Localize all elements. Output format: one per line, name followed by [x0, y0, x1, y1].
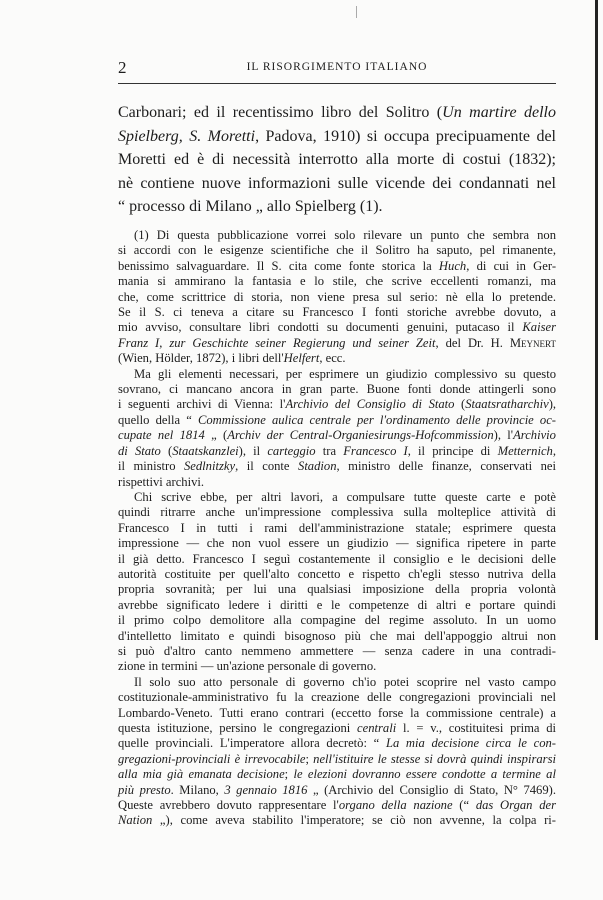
footnote-line [118, 351, 556, 366]
text-run: „ ( [204, 428, 228, 443]
footnote-line [118, 397, 556, 412]
italic-text: di Stato [118, 443, 161, 458]
footnote-line [118, 320, 556, 335]
italic-text: più presto [118, 782, 171, 797]
footnote-line [118, 228, 556, 243]
footnote-line [118, 475, 556, 490]
text-run: , il conte [235, 459, 299, 474]
italic-text: Un martire dello [442, 104, 557, 121]
footnote-line [118, 598, 556, 613]
text-run: il già detto. Francesco I seguì costantemente il consiglio e le decisioni delle [118, 551, 556, 566]
text-run: quelle provinciali. L'imperatore allora decretò: “ [118, 736, 386, 751]
text-run: , Padova, 1910) si occupa precipuamente del [255, 127, 556, 145]
footnote-line [118, 659, 556, 674]
scan-speck [356, 6, 357, 18]
text-run: „ (Archivio del Consiglio di Stato, N° 7469). [307, 782, 556, 797]
text-run: Queste avrebbero dovuto rappresentare l' [118, 798, 339, 813]
footnote-line [118, 813, 556, 828]
italic-text: Archivio [513, 428, 556, 443]
main-text [118, 101, 556, 219]
footnote-line [118, 629, 556, 644]
text-run: mio avviso, consultare libri condotti su documenti genuini, putacaso il [118, 320, 523, 335]
text-run: ), l' [493, 428, 514, 443]
italic-text: Metternich [497, 443, 553, 458]
italic-text: Franz I, zur Geschichte seiner Regierung und seiner Zeit [118, 335, 436, 350]
italic-text: 3 gennaio 1816 [224, 782, 308, 797]
footnote-line [118, 613, 556, 628]
footnote-line [118, 428, 556, 443]
italic-text: Archivio del Consiglio di Stato [285, 397, 455, 412]
footnote-text [118, 228, 556, 829]
text-run: Il solo suo atto personale di governo ch'io potei scoprire nel vasto campo [134, 674, 556, 689]
text-run: sovrano, ci mancano ancora in gran parte. Buone fonti donde attingerli sono [118, 382, 556, 397]
text-run: nè contiene nuove informazioni sulle vicende dei condannati nel [118, 174, 556, 192]
text-run: , del Dr. H. [435, 335, 510, 350]
footnote-line [118, 505, 556, 520]
text-run: “ processo di Milano „ allo Spielberg (1). [118, 198, 383, 216]
italic-text: centrali [357, 721, 397, 735]
text-run: ), [548, 397, 557, 412]
italic-text: Staatsratharchiv [465, 397, 549, 412]
text-run: quello della “ [118, 412, 198, 427]
text-run: mania si ammirano la fantasia e lo stile, che scrive eccellenti romanzi, ma [118, 274, 556, 289]
body-line [118, 101, 556, 125]
text-run: , ecc. [319, 351, 346, 366]
italic-text: Nation [118, 813, 153, 828]
footnote-line [118, 752, 556, 767]
text-run: i seguenti archivi di Vienna: l' [118, 397, 286, 412]
footnote-line [118, 783, 556, 798]
text-run: ( [454, 397, 466, 412]
footnote-line [118, 675, 556, 690]
italic-text: Helfert [283, 351, 320, 366]
italic-text: organo della nazione [338, 798, 453, 813]
footnote-line [118, 444, 556, 459]
italic-text: das Organ der [475, 798, 556, 813]
footnote-line [118, 552, 556, 567]
running-title: IL RISORGIMENTO ITALIANO [246, 61, 428, 73]
footnote-line [118, 721, 556, 736]
header-rule [118, 83, 556, 84]
footnote-line [118, 536, 556, 551]
footnote-line [118, 767, 556, 782]
text-run: Carbonari; ed il recentissimo libro del Solitro ( [118, 104, 443, 121]
footnote-line [118, 582, 556, 597]
text-run: , il principe di [407, 443, 498, 458]
text-run: zione in termini — un'azione personale di governo. [118, 659, 377, 674]
italic-text: Commissione aulica centrale per l'ordinamento delle provincie oc- [197, 412, 556, 427]
text-run: . Milano, [170, 782, 225, 797]
text-run: (1) Di questa pubblicazione vorrei solo rilevare un punto che sembra non [134, 228, 556, 242]
footnote-line [118, 413, 556, 428]
footnote-line [118, 690, 556, 705]
text-run: quindi ritrarre anche un'impressione complessiva sulla molteplice attività di [118, 505, 556, 520]
footnote-line [118, 521, 556, 536]
body-line [118, 172, 556, 196]
footnote-line [118, 490, 556, 505]
footnote-line [118, 382, 556, 397]
italic-text: Stadion [298, 459, 337, 474]
footnote-line [118, 644, 556, 659]
text-run: propria sovranità; per lui una qualsiasi imposizione della propria volontà [118, 582, 556, 597]
running-header [118, 58, 556, 80]
italic-text: le elezioni dovranno essere condotte a termine al [293, 767, 556, 782]
text-run: impressione — che non vuol essere un giudizio — significa ripetere in parte [118, 536, 556, 551]
text-run: „), come aveva stabilito l'imperatore; se ciò non avvenne, la colpa ri- [152, 813, 556, 828]
footnote-line [118, 736, 556, 751]
footnote-line [118, 798, 556, 813]
text-run: Francesco I in tutti i rami dell'amministrazione statale; esprimere questa [118, 520, 556, 535]
text-run: autorità costituite per quell'alto concetto e rispetto ch'egli stesso nutriva della [118, 566, 556, 581]
italic-text: Archiv der Central-Organiesirungs-Hofcommission [227, 428, 494, 443]
text-run: benissimo salvaguardare. Il S. cita come fonte storica la [118, 258, 439, 273]
text-run: rispettivi archivi. [118, 474, 205, 489]
text-run: Chi scrive ebbe, per altri lavori, a compulsare tutte queste carte e potè [134, 489, 556, 504]
italic-text: gregazioni-provinciali è irrevocabile [118, 751, 306, 766]
italic-text: Sedlnitzky [184, 459, 236, 474]
text-run: il ministro [118, 459, 184, 474]
italic-text: cupate nel 1814 [118, 428, 205, 443]
text-run: il primo colpo demolitore alla compagine del regime assoluto. In un uomo [118, 613, 556, 628]
italic-text: Spielberg, S. Moretti [118, 127, 256, 145]
footnote-line [118, 706, 556, 721]
italic-text: Francesco I [343, 443, 408, 458]
text-run: (“ [452, 798, 476, 813]
text-run: , ministro delle finanze, conservati nei [336, 459, 556, 474]
text-run: d'intelletto limitato e quindi bisognoso più che mai dell'appoggio altrui non [118, 628, 556, 643]
text-run: ), il [238, 443, 268, 458]
body-line [118, 195, 556, 219]
text-run: l. = v., costituitesi prima di [396, 721, 556, 735]
small-caps-text: Meynert [509, 335, 556, 350]
text-run: , [552, 443, 556, 458]
footnote-line [118, 274, 556, 289]
text-run: ; [305, 751, 314, 766]
text-run: , di cui in Ger- [466, 258, 557, 273]
text-run: costituzionale-amministrativo fu la creazione delle congregazioni provinciali nel [118, 690, 556, 705]
italic-text: nell'istituire le stesse si dovrà quindi inspirarsi [313, 751, 556, 766]
text-run: tra [315, 443, 344, 458]
text-run: che, come scrittrice di storia, non viene presa sul serio: nè ella lo pretende. [118, 289, 556, 304]
text-run: si può d'altro canto nemmeno ammettere — senza cadere in una contradi- [118, 643, 556, 658]
page-number: 2 [118, 58, 127, 77]
text-run: Moretti ed è di necessità interrotto alla morte di costui (1832); [118, 151, 556, 169]
italic-text: Huch [438, 258, 467, 273]
text-run: Ma gli elementi necessari, per esprimere un giudizio complessivo su questo [134, 366, 556, 381]
footnote-line [118, 243, 556, 258]
page-edge-shadow [595, 0, 598, 640]
italic-text: La mia decisione circa le con- [385, 736, 557, 751]
footnote-line [118, 336, 556, 351]
footnote-line [118, 459, 556, 474]
footnote-line [118, 290, 556, 305]
text-run: Lombardo-Veneto. Tutti erano contrari (eccetto forse la commissione centrale) a [118, 705, 556, 720]
footnote-line [118, 567, 556, 582]
italic-text: carteggio [267, 443, 316, 458]
text-run: ( [160, 443, 173, 458]
footnote-line [118, 305, 556, 320]
italic-text: Staatskanzlei [172, 443, 239, 458]
text-run: ; [284, 767, 294, 782]
body-line [118, 125, 556, 149]
italic-text: Kaiser [522, 320, 556, 335]
footnote-line [118, 367, 556, 382]
body-line [118, 148, 556, 172]
text-run: si accordi con le esigenze scientifiche che il Solitro ha saputo, pel rimanente, [118, 243, 556, 258]
text-run: questa istituzione, persino le congregazioni [118, 721, 358, 735]
text-run: avrebbe significato ledere i diritti e le competenze di altri e portare quindi [118, 597, 556, 612]
text-run: Se il S. ci teneva a citare su Francesco I fonti storiche avrebbe dovuto, a [118, 305, 556, 320]
italic-text: alla mia già emanata decisione [118, 767, 285, 782]
text-run: (Wien, Hölder, 1872), i libri dell' [118, 351, 284, 366]
footnote-line [118, 259, 556, 274]
